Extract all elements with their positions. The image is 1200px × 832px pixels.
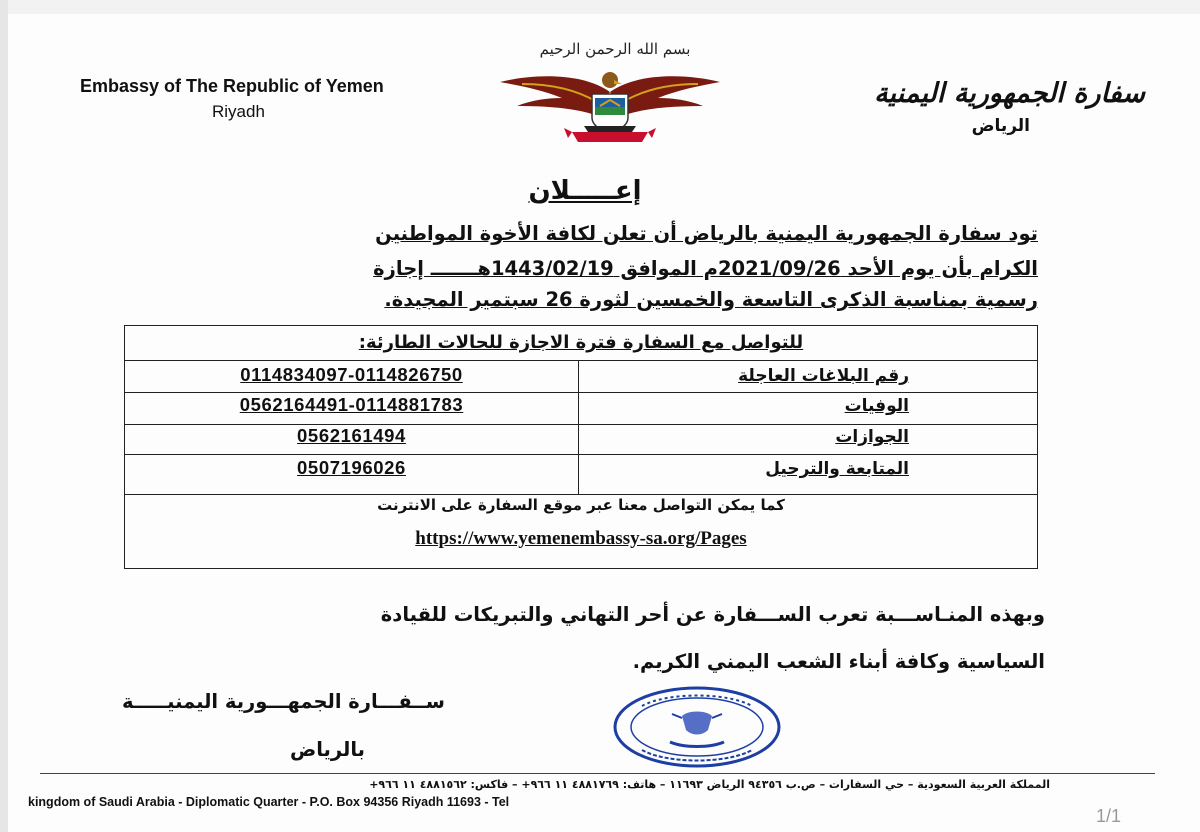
footer-address-ar: المملكة العربية السعودية – حي السفارات – ص.ب ٩٤٣٥٦ الرياض ١١٦٩٣ – هاتف: ٤٨٨١٧٦٩ ١١ ٩٦٦+ – فاكس: ٤٨٨١٥٦٢ ١١ ٩٦٦+ <box>369 778 1050 791</box>
embassy-consular-stamp-icon <box>612 686 782 768</box>
contact-table-header <box>125 326 1037 360</box>
row-phone: 0562164491-0114881783 <box>239 394 464 415</box>
scan-top-edge <box>0 0 1200 14</box>
yemen-eagle-emblem-icon <box>492 62 728 148</box>
announcement-line-2: الكرام بأن يوم الأحد 2021/09/26م الموافق 1443/02/19هـــــــ إجازة <box>373 257 1038 280</box>
row-phone: 0562161494 <box>297 425 406 446</box>
announcement-line-3: رسمية بمناسبة الذكرى التاسعة والخمسين لثورة 26 سبتمير المجيدة. <box>384 288 1038 311</box>
city-en: Riyadh <box>212 102 265 121</box>
contact-table <box>124 325 1038 569</box>
row-label: المتابعة والترحيل <box>765 459 909 479</box>
signature-city: بالرياض <box>290 738 365 761</box>
table-divider <box>125 494 1037 495</box>
closing-line-2: السياسية وكافة أبناء الشعب اليمني الكريم. <box>632 650 1045 673</box>
website-link[interactable]: https://www.yemenembassy-sa.org/Pages <box>415 528 747 549</box>
basmala: بسم الله الرحمن الرحيم <box>539 40 691 58</box>
row-phone: 0114834097-0114826750 <box>240 364 463 385</box>
table-divider <box>125 360 1037 361</box>
table-divider <box>125 392 1037 393</box>
footer-rule <box>40 773 1155 774</box>
embassy-name-en: Embassy of The Republic of Yemen <box>80 76 384 96</box>
website-note: كما يمكن التواصل معنا عبر موقع السفارة على الانترنت <box>377 496 785 514</box>
closing-line-1: وبهذه المنـاســـبة تعرب الســـفارة عن أحر التهاني والتبريكات للقيادة <box>380 603 1045 626</box>
table-divider <box>125 454 1037 455</box>
contact-header-text: للتواصل مع السفارة فترة الاجازة للحالات الطارئة: <box>358 332 804 353</box>
row-label: الجوازات <box>835 427 909 447</box>
city-ar: الرياض <box>971 116 1030 136</box>
announcement-title: إعـــــلان <box>528 176 642 206</box>
footer-address-en: kingdom of Saudi Arabia - Diplomatic Quarter - P.O. Box 94356 Riyadh 11693 - Tel <box>28 795 510 809</box>
row-label: رقم البلاغات العاجلة <box>738 366 909 386</box>
signature-embassy: ســفـــارة الجمهـــورية اليمنيـــــة <box>122 690 445 713</box>
embassy-name-ar: سفارة الجمهورية اليمنية <box>874 78 1145 109</box>
table-column-divider <box>578 360 579 494</box>
page-indicator: 1/1 <box>1096 806 1122 826</box>
scan-left-edge <box>0 0 8 832</box>
row-label: الوفيات <box>844 396 909 416</box>
row-phone: 0507196026 <box>297 457 406 478</box>
announcement-line-1: تود سفارة الجمهورية اليمنية بالرياض أن تعلن لكافة الأخوة المواطنين <box>375 222 1038 245</box>
